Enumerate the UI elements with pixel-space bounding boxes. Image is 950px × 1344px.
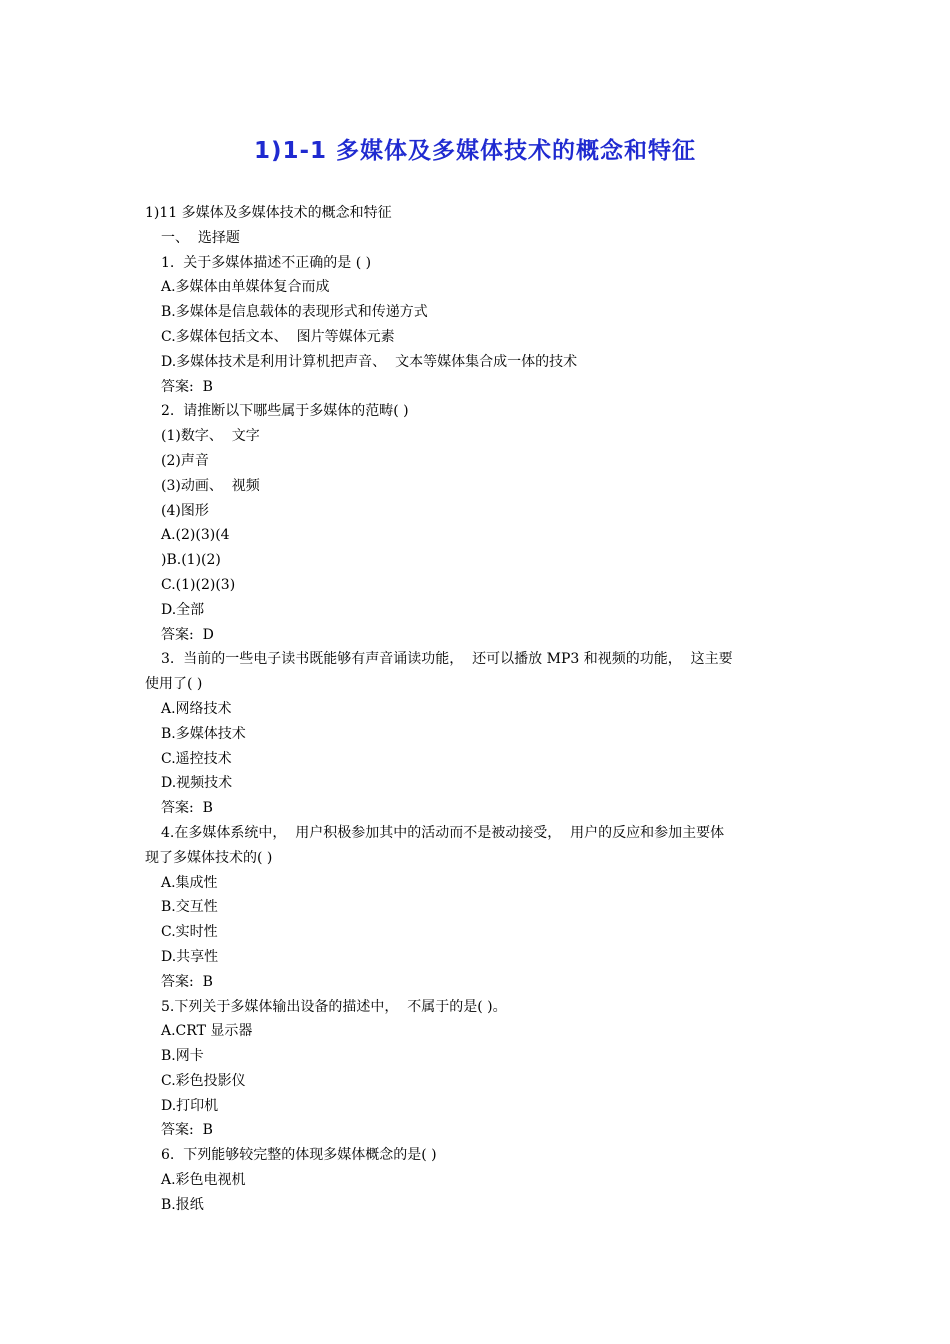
option-line: C.彩色投影仪 bbox=[161, 1072, 246, 1089]
option-line: A.彩色电视机 bbox=[161, 1172, 246, 1189]
item-line: (2)声音 bbox=[161, 452, 209, 469]
answer-line: 答案: D bbox=[161, 626, 214, 643]
option-line: C.多媒体包括文本、 图片等媒体元素 bbox=[161, 328, 395, 345]
option-line: D.共享性 bbox=[161, 948, 219, 965]
section-heading: 一、 选择题 bbox=[161, 229, 240, 246]
option-line: D.视频技术 bbox=[161, 775, 233, 792]
item-line: (1)数字、 文字 bbox=[161, 428, 260, 445]
option-line: D.打印机 bbox=[161, 1097, 219, 1114]
question-6: 6. 下列能够较完整的体现多媒体概念的是( ) bbox=[161, 1147, 437, 1164]
option-line: B.多媒体技术 bbox=[161, 725, 246, 742]
heading-line: 1)11 多媒体及多媒体技术的概念和特征 bbox=[145, 205, 392, 221]
question-5: 5.下列关于多媒体输出设备的描述中， 不属于的是( )。 bbox=[161, 998, 507, 1015]
option-line: B.多媒体是信息载体的表现形式和传递方式 bbox=[161, 304, 428, 321]
option-line: B.交互性 bbox=[161, 899, 218, 916]
option-line: A.CRT 显示器 bbox=[161, 1023, 253, 1040]
document-body bbox=[145, 201, 805, 1218]
option-line: D.多媒体技术是利用计算机把声音、 文本等媒体集合成一体的技术 bbox=[161, 353, 578, 370]
question-3: 3. 当前的一些电子读书既能够有声音诵读功能， 还可以播放 MP3 和视频的功能， 这主要 bbox=[161, 651, 733, 668]
option-line: C.遥控技术 bbox=[161, 750, 232, 767]
option-line: A.(2)(3)(4 bbox=[161, 527, 230, 544]
question-4-continued: 现了多媒体技术的( ) bbox=[145, 849, 273, 866]
option-line: A.集成性 bbox=[161, 874, 218, 891]
document-title: 1)1-1 多媒体及多媒体技术的概念和特征 bbox=[253, 138, 697, 164]
option-line: C.(1)(2)(3) bbox=[161, 576, 236, 593]
answer-line: 答案: B bbox=[161, 1122, 213, 1139]
answer-line: 答案: B bbox=[161, 973, 213, 990]
option-line: A.网络技术 bbox=[161, 700, 232, 717]
option-line: )B.(1)(2) bbox=[161, 552, 221, 569]
option-line: B.报纸 bbox=[161, 1196, 204, 1213]
option-line: B.网卡 bbox=[161, 1048, 204, 1065]
answer-line: 答案: B bbox=[161, 378, 213, 395]
option-line: A.多媒体由单媒体复合而成 bbox=[161, 279, 330, 296]
item-line: (4)图形 bbox=[161, 502, 209, 519]
option-line: D.全部 bbox=[161, 601, 205, 618]
option-line: C.实时性 bbox=[161, 924, 218, 941]
question-4: 4.在多媒体系统中， 用户积极参加其中的活动而不是被动接受， 用户的反应和参加主要体 bbox=[161, 824, 725, 841]
question-2: 2. 请推断以下哪些属于多媒体的范畴( ) bbox=[161, 403, 409, 420]
answer-line: 答案: B bbox=[161, 800, 213, 817]
question-1: 1. 关于多媒体描述不正确的是 ( ) bbox=[161, 254, 372, 271]
item-line: (3)动画、 视频 bbox=[161, 477, 260, 494]
question-3-continued: 使用了( ) bbox=[145, 676, 203, 693]
